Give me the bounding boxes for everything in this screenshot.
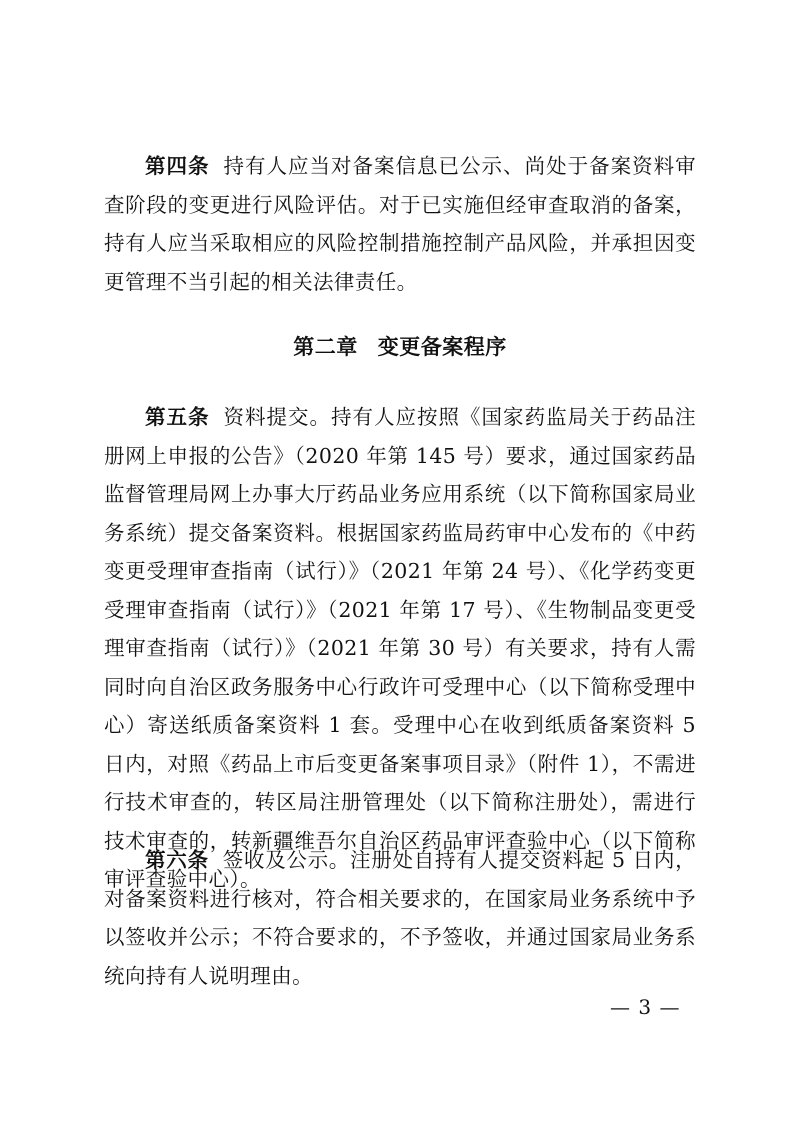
article-6-title: 第六条 [145,848,209,872]
article-5-title: 第五条 [145,405,210,429]
chapter-number: 第二章 [293,335,358,359]
chapter-title: 变更备案程序 [377,335,507,359]
article-5-paragraph [104,398,696,899]
article-4-paragraph [104,147,696,301]
article-6-paragraph [104,841,696,995]
chapter-heading [104,331,696,363]
article-5-text: 资料提交。持有人应按照《国家药监局关于药品注册网上申报的公告》（2020 年第 145 号）要求，通过国家药品监督管理局网上办事大厅药品业务应用系统（以下简称国家局业务系统）提交备案资料。根据国家药监局药审中心发布的《中药变更受理审查指南（试行）》（2021 年第 24 号）、《化学药变更受理审查指南（试行）》（2021 年第 17 号）、《生物制品变更受理审查指南（试行）》（2021 年第 30 号）有关要求，持有人需同时向自治区政务服务中心行政许可受理中心（以下简称受理中心）寄送纸质备案资料 1 套。受理中心在收到纸质备案资料 5 日内，对照《药品上市后变更备案事项目录》（附件 1），不需进行技术审查的，转区局注册管理处（以下简称注册处），需进行技术审查的，转新疆维吾尔自治区药品审评查验中心（以下简称审评查验中心）。 [104,405,696,891]
article-4-title: 第四条 [145,154,210,178]
article-6-text: 签收及公示。注册处自持有人提交资料起 5 日内，对备案资料进行核对，符合相关要求的，在国家局业务系统中予以签收并公示；不符合要求的，不予签收，并通过国家局业务系统向持有人说明理由。 [104,848,696,988]
article-4-text: 持有人应当对备案信息已公示、尚处于备案资料审查阶段的变更进行风险评估。对于已实施但经审查取消的备案，持有人应当采取相应的风险控制措施控制产品风险，并承担因变更管理不当引起的相关法律责任。 [104,154,696,294]
page-number: — 3 — [610,995,681,1019]
